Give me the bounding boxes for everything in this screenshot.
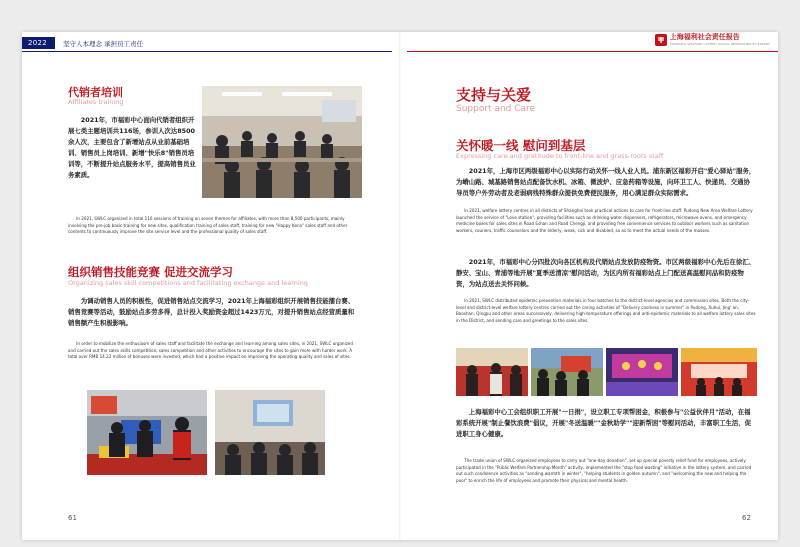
care-paragraph-2-zh: 2021年，市福彩中心分四批次向各区机构及代销站点发放防疫物资。市区两级福彩中心先后在徐汇、静安、宝山、青浦等地开展"夏季送清凉"慰问活动，为区内所有福彩站点上门配送高温慰问品和防疫物资，为站点送去关怀问候。 (456, 258, 755, 288)
report-brand-title: 上海福利社会责任报告 (669, 33, 740, 41)
report-spread (22, 32, 778, 540)
running-header-left (22, 36, 143, 50)
section-title: 支持与关爱 (456, 86, 532, 104)
care-photo-1 (456, 348, 528, 396)
year-tab: 2022 (22, 37, 55, 49)
report-brand-subtitle: SHANGHAI WELFARE LOTTERY SOCIAL RESPONSIBILITY REPORT (669, 42, 770, 46)
care-paragraph-1-zh: 2021年，上海市区两级福彩中心以实际行动关怀一线人业人员。浦东新区福彩开启"爱心驿站"服务，为嵴山路、城基路销售站点配备饮水机、冰箱、微波炉、应急药箱等设施，向环卫工人、快递员、交通协导员等户外劳动者及老弱病残特殊群众提供免费便民服务，用心满足群众实际需求。 (456, 167, 756, 197)
header-rule-left (22, 51, 392, 52)
care-title: 关怀暖一线 慰问到基层 (456, 138, 586, 153)
running-header-right (655, 34, 770, 46)
center-gutter (399, 32, 401, 540)
meeting-room-photo (215, 390, 325, 475)
page-number-left: 61 (68, 514, 77, 522)
welfare-lottery-logo-icon (655, 34, 667, 46)
section-title-en: Support and Care (456, 104, 536, 114)
page-number-right: 62 (742, 514, 751, 522)
care-photo-4 (681, 348, 757, 396)
care-photo-2 (531, 348, 603, 396)
header-rule-right (407, 51, 778, 52)
competition-title-en: Organizing sales skill competitions and facilitating exchange and learning (68, 279, 308, 287)
competition-paragraph-zh: 为调动销售人员的积极性，促进销售站点交流学习，2021年上海福彩组织开展销售技能擂台赛、销售竞赛等活动，鼓励站点多劳多得，总计投入奖励资金超过1423万元，对提升销售站点经营质量和销售额产生积极影响。 (68, 297, 355, 327)
training-title-en: Affiliates training (68, 98, 124, 106)
competition-title: 组织销售技能竞赛 促进交流学习 (68, 265, 234, 279)
training-classroom-photo (202, 86, 362, 198)
care-paragraph-2-en: In 2021, SWLC distributed epidemic prevention materials in four batches to the district-level agencies and commission sites. Both the city-level and district-level welfare lottery centres carried out the caring activities of "Delivery coolness in summer" in Pudong, Xuhui, Jing' an, Baoshan, Qingpu and other areas successively, delivering high-temperature offerings and anti-epidemic materials to all welfare lottery sales sites in the District, and sending care and greetings to the sales sites. (456, 298, 756, 324)
care-photo-3 (606, 348, 678, 396)
chapter-slogan: 坚守人本理念 承担员工责任 (63, 39, 144, 48)
training-paragraph-en: In 2021, SWLC organized in total 116 sessions of training on seven themes for affiliates, with more than 8,500 participants, mainly involving the pre-job basic training for new sites, qualification training of sales staff, training for new "Happy Keno" sales staff and other contents to continuously improve the site service level and the professional quality of sales staff. (68, 216, 348, 235)
care-title-en: Expressing care and gratitude to front-line and grass-roots staff (456, 152, 664, 160)
care-paragraph-3-en: The trade union of SWLC organized employees to carry out "one-day donation", set up special poverty relief fund for employees, actively participated in the "Public Welfare Partnership Month" activity, implemented the "stop food wasting" initiative in the lottery system, and carried out such condolence activities as "sending warmth in winter", "helping students in golden autumn", and "welcoming the new and helping the poor" to enrich the life of employees and promote their physical and mental health. (456, 458, 752, 484)
training-title: 代销者培训 (68, 86, 123, 99)
training-paragraph-zh: 2021年，市福彩中心面向代销者组织开展七类主题培训共116场，参训人次达8500余人次，主要包含了新增站点从业前基础培训、销售员上岗培训、新增"快乐8"销售员培训等，不断提升站点服务水平，提高销售员业务素质。 (68, 116, 196, 179)
care-paragraph-1-en: In 2021, welfare lottery centres in all districts of Shanghai took practical actions to care for front-line staff. Pudong New Area Welfare Lottery launched the service of "Love station", providing facilities such as drinking water dispensers, refrigerators, microwave ovens, and emergency medicine boxes for sales sites in Road Eshan and Road Chengji, and providing free convenience services to outdoor workers such as sanitation workers, couriers, traffic counselors and the elderly, weak, sick and disabled, so as to meet the actual needs of the masses. (456, 208, 753, 234)
care-paragraph-3-zh: 上海福彩中心工会组织职工开展"一日捐"，设立职工专项帮困金，积极参与"公益伙伴月"活动，在福彩系统开展"制止餐饮浪费"倡议，开展"冬送温暖""金秋助学""迎新帮困"等慰问活动，丰富职工生活，促进职工身心健康。 (456, 408, 752, 438)
competition-event-photo (87, 390, 207, 475)
competition-paragraph-en: In order to mobilize the enthusiasm of sales staff and facilitate the exchange and learning among sales sites, in 2021, SWLC organized and carried out the sales skills competition, sales competition and other activities to encourage the sites to gain more with harder work. A total over RMB 14.23 million of bonuses were invested, which had a positive impact on improving the operating quality and sales of sites. (68, 341, 353, 360)
